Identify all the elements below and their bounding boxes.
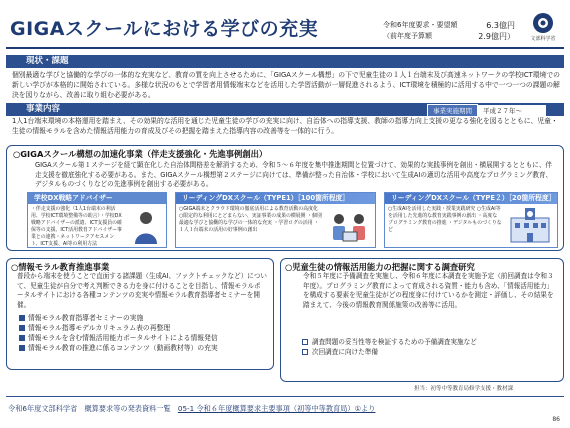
page-number: 86	[552, 416, 560, 423]
card-type2-body: ○生成AIを活用した実践・授業実践研究 ○生成AI等を活用した先進的な教育実践事例の創出 ・高度なプログラミング教育の推進 ・デジタルものづくりなど	[388, 206, 502, 233]
budget-previous-value: 2.9億円）	[478, 32, 515, 41]
checkbox-icon	[302, 339, 308, 345]
checkbox-icon	[302, 349, 308, 355]
card-dx-advisor	[27, 192, 167, 248]
budget-previous-label: （前年度予算額	[383, 32, 432, 40]
list-item: 調査問題の妥当性等を検証するための予備調査実施など	[302, 337, 477, 347]
budget-info	[383, 20, 515, 42]
budget-request-value: 6.3億円	[486, 21, 515, 30]
card-type2-title: リーディングDXスクール（TYPE２）［20箇所程度］	[385, 193, 557, 204]
card-dx-advisor-body: ・伴走支援の強化（1人1台端末の利活用、学校ICT環境整備等の助言）・学校DX戦略アドバイザーの派遣、ICT支援員の確保等の支援、ICT活用教育アドバイザー事業との連携・ネットワークアセスメント、ICT支援、AI等の利用方法	[31, 206, 122, 247]
logo-text: 文部科学省	[530, 36, 556, 42]
budget-previous-row	[383, 31, 515, 42]
budget-request-row	[383, 20, 515, 31]
list-item: 次回調査に向けた準備	[302, 347, 477, 357]
school-building-icon	[507, 206, 553, 244]
advisor-illustration-icon	[130, 210, 162, 244]
period-value: 平成２７年～	[478, 105, 546, 116]
footer-divider	[6, 396, 564, 397]
page-title: GIGAスクールにおける学びの充実	[10, 18, 319, 40]
list-item: 情報モラル教育の推進に係るコンテンツ（動画教材等）の充実	[19, 343, 218, 353]
period-label: 事業実施期間	[427, 104, 478, 117]
footer-source	[8, 404, 375, 414]
budget-request-label: 令和6年度要求・要望額	[383, 21, 458, 29]
survey-bullets	[302, 337, 477, 357]
info-skill-survey-heading: ○児童生徒の情報活用能力の把握に関する調査研究	[285, 262, 475, 272]
bullet-icon	[19, 345, 25, 351]
footer-link[interactable]: 05-1 令和６年度概算要求主要事項（初等中等教育局）①より	[177, 404, 376, 413]
info-moral-bullets	[19, 313, 218, 353]
giga-acceleration-desc: GIGAスクール第１ステージを経て顕在化した自治体間格差を解消するため、令和５～６年度を集中推進期間と位置づけて、効果的な実践事例を創出・横展開するとともに、伴走支援を徹底強化する必要がある。また、GIGAスクール構想第２ステージに向けては、準備が整った自治体・学校において生成AIの適切な活用や高度なプログラミング教育、デジタルものづくりなどの先進事例を創出する必要がある。	[35, 161, 553, 188]
card-type1-body: ○GIGA端末とクラウド環境の徹底活用による教育活動の高度化 ○限定的な利用にとどまらない、実証事業の成果の横展開 ・個別最適な学びと協働的な学びの一体的な充実 ・学習ログの活用 ・１人１台端末の活用の好事例の創出	[179, 206, 322, 233]
section-current-text: 個別最適な学びと協働的な学びの一体的な充実など、教育の質を向上させるために、「GIGAスクール構想」の下で児童生徒の１人１台端末及び高速ネットワークの学校ICT環境での新しい学びが本格的に開始されている。多様な状況のもとで学習者用情報端末などを活用した学習活動が一層促進されるよう、ICT環境を積極的に活用する中で一つ一つの課題の解決を図りながら、改善に取り組む必要がある。	[12, 71, 560, 99]
info-moral-heading: ○情報モラル教育推進事業	[11, 262, 110, 272]
section-current-header: 現状・課題	[6, 55, 564, 68]
department-note: 担当：初等中等教育局修学支援・教材課	[414, 386, 514, 392]
card-leading-dx-type2	[384, 192, 558, 248]
bullet-icon	[19, 335, 25, 341]
students-tablet-icon	[329, 210, 371, 244]
card-leading-dx-type1	[175, 192, 376, 248]
bullet-icon	[19, 315, 25, 321]
card-type1-title: リーディングDXスクール（TYPE1）［100箇所程度］	[176, 193, 375, 204]
bullet-icon	[19, 325, 25, 331]
mext-logo	[525, 12, 561, 42]
title-divider	[6, 47, 564, 49]
info-skill-survey-desc: 令和５年度に予備調査を実施し、令和６年度に本調査を実施予定（前回調査は令和３年度）。プログラミング教育によって育成される資質・能力も含め、「情報活用能力」を構成する要素を児童生徒がどの程度身に付けているかを測定・評価し、その結果を踏まえて、今後の情報教育関係施策の改善等に活用。	[303, 272, 554, 309]
info-skill-survey-box	[280, 258, 564, 382]
info-moral-box	[6, 258, 274, 370]
giga-acceleration-box	[6, 145, 564, 251]
card-dx-advisor-title: 学校DX戦略アドバイザー	[28, 193, 166, 204]
list-item: 情報モラルを含む情報活用能力ポータルサイトによる情報発信	[19, 333, 218, 343]
list-item: 情報モラル教育指導者セミナーの実施	[19, 313, 218, 323]
section-contents-text: 1人1台端末環境の本格運用を踏まえ、その効果的な活用を通じた児童生徒の学びの充実に向け、自治体への指導支援、教師の指導力向上支援の更なる強化を図るとともに、児童・生徒の情報モラルを含めた情報活用能力の育成及びその把握を踏まえた指導内容の改善等を一体的に行う。	[12, 117, 558, 135]
section-contents-header: 事業内容	[6, 103, 564, 116]
giga-acceleration-heading: ○GIGAスクール構想の加速化事業（伴走支援強化・先進事例創出）	[13, 149, 268, 159]
footer-prefix: 令和6年度文部科学省 概算要求等の発表資料一覧	[8, 404, 178, 413]
info-moral-desc: 普段から端末を使うことで直面する諸課題（生成AI、ファクトチェックなど）について、児童生徒が自分で考え判断できる力を身に付けることを目指し、情報モラルポータルサイトにおける各種コンテンツの充実や情報モラル教育指導者セミナーを開催。	[17, 272, 267, 309]
list-item: 情報モラル指導モデルカリキュラム表の再整理	[19, 323, 218, 333]
mext-logo-icon	[532, 12, 554, 34]
